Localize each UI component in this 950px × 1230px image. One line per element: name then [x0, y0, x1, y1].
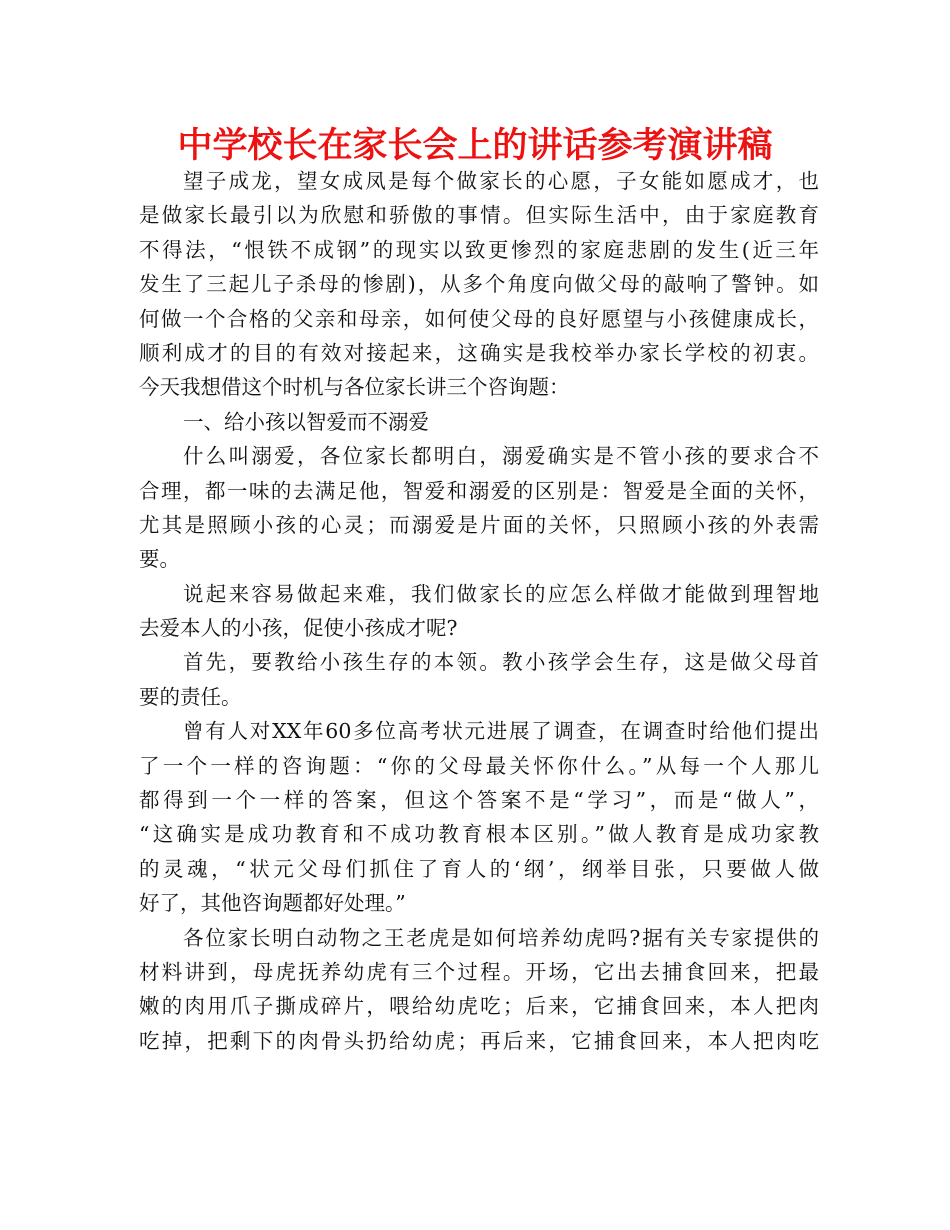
- text-line: 嫩的肉用爪子撕成碎片，喂给幼虎吃；后来，它捕食回来，本人把肉: [139, 994, 819, 1019]
- text-line: 了一个一样的咨询题：“你的父母最关怀你什么。”从每一个人那儿: [139, 753, 819, 778]
- text-line: 什么叫溺爱，各位家长都明白，溺爱确实是不管小孩的要求合不: [183, 444, 819, 469]
- text-line: 要。: [139, 547, 180, 572]
- text-line: 何做一个合格的父亲和母亲，如何使父母的良好愿望与小孩健康成长，: [139, 306, 819, 331]
- text-line: 曾有人对XX年60多位高考状元进展了调查，在调查时给他们提出: [183, 719, 819, 744]
- text-line: 不得法，“恨铁不成钢”的现实以致更惨烈的家庭悲剧的发生(近三年: [139, 237, 819, 262]
- text-line: 材料讲到，母虎抚养幼虎有三个过程。开场，它出去捕食回来，把最: [139, 959, 819, 984]
- text-line: 的灵魂，“状元父母们抓住了育人的‘纲’，纲举目张，只要做人做: [139, 856, 819, 881]
- paragraph: [139, 714, 819, 920]
- paragraph: [139, 164, 819, 405]
- text-line: 合理，都一味的去满足他，智爱和溺爱的区别是：智爱是全面的关怀，: [139, 478, 819, 503]
- text-line: 一、给小孩以智爱而不溺爱: [183, 409, 429, 434]
- text-line: 说起来容易做起来难，我们做家长的应怎么样做才能做到理智地: [183, 581, 819, 606]
- text-line: 是做家长最引以为欣慰和骄傲的事情。但实际生活中，由于家庭教育: [139, 203, 819, 228]
- text-line: 顺利成才的目的有效对接起来，这确实是我校举办家长学校的初衷。: [139, 340, 819, 365]
- text-line: 吃掉，把剩下的肉骨头扔给幼虎；再后来，它捕食回来，本人把肉吃: [139, 1028, 819, 1053]
- text-line: 去爱本人的小孩，促使小孩成才呢?: [139, 616, 458, 641]
- text-line: 都得到一个一样的答案，但这个答案不是“学习”，而是“做人”，: [139, 788, 819, 813]
- text-line: 首先，要教给小孩生存的本领。教小孩学会生存，这是做父母首: [183, 650, 819, 675]
- document-title: 中学校长在家长会上的讲话参考演讲稿: [177, 126, 773, 166]
- document-body: [139, 164, 819, 1058]
- paragraph: [139, 921, 819, 1059]
- text-line: 今天我想借这个时机与各位家长讲三个咨询题：: [139, 375, 570, 400]
- section-heading: [139, 405, 819, 439]
- text-line: “这确实是成功教育和不成功教育根本区别。”做人教育是成功家教: [139, 822, 819, 847]
- text-line: 望子成龙，望女成凤是每个做家长的心愿，子女能如愿成才，也: [183, 169, 819, 193]
- text-line: 要的责任。: [139, 684, 242, 709]
- text-line: 发生了三起儿子杀母的惨剧)，从多个角度向做父母的敲响了警钟。如: [139, 272, 819, 297]
- paragraph: [139, 577, 819, 646]
- paragraph: [139, 645, 819, 714]
- paragraph: [139, 439, 819, 577]
- text-line: 尤其是照顾小孩的心灵；而溺爱是片面的关怀，只照顾小孩的外表需: [139, 512, 819, 537]
- text-line: 好了，其他咨询题都好处理。”: [139, 891, 406, 916]
- text-line: 各位家长明白动物之王老虎是如何培养幼虎吗?据有关专家提供的: [183, 925, 819, 950]
